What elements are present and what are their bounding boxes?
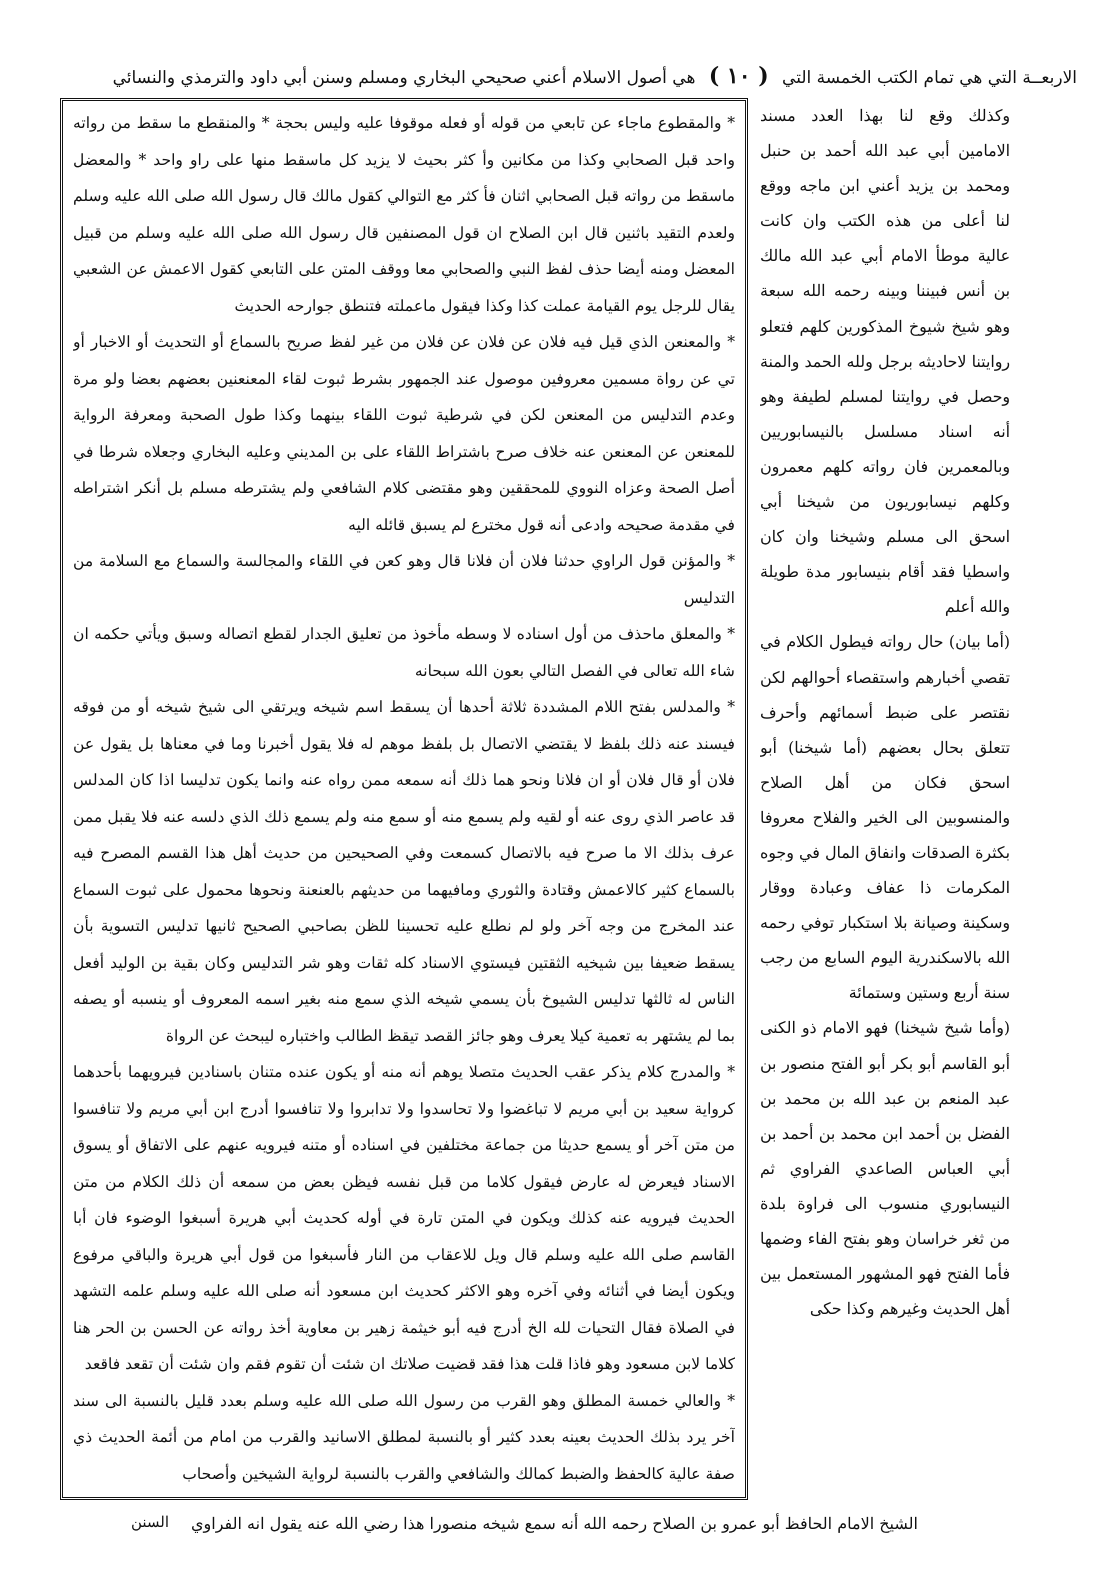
main-paragraph: * والمقطوع ماجاء عن تابعي من قوله أو فعله موقوفا عليه وليس بحجة * والمنقطع ما سقط من رواته واحد قبل الصحابي وكذا من مكانين وأ كثر بحيث لا يزيد كل ماسقط منها على راو واحد * والمعضل ماسقط من رواته قبل الصحابي اثنان فأ كثر مع التوالي كقول مالك قال رسول الله صلى الله عليه وسلم ولعدم التقيد باثنين قال ابن الصلاح ان قول المصنفين قال رسول الله صلى الله عليه وسلم من قبيل المعضل ومنه أيضا حذف لفظ النبي والصحابي معا ووقف المتن على التابعي كقول الاعمش عن الشعبي يقال للرجل يوم القيامة عملت كذا وكذا فيقول ماعملته فتنطق جوارحه الحديث (73, 114, 735, 315)
page-header (56, 58, 1077, 94)
header-right-text: الاربعــة التي هي تمام الكتب الخمسة التي (782, 68, 1077, 88)
margin-column (760, 98, 1010, 1500)
margin-paragraph: (وأما شيخ شيخنا) فهو الامام ذو الكنى أبو القاسم أبو بكر أبو الفتح منصور بن عبد المنعم بن عبد الله بن محمد بن الفضل بن أحمد ابن محمد بن أحمد بن أبي العباس الصاعدي الفراوي ثم النيسابوري منسوب الى فراوة بلدة من ثغر خراسان وهو بفتح الفاء وضمها فأما الفتح فهو المشهور المستعمل بين أهل الحديث وغيرهم وكذا حكى (760, 1018, 1010, 1319)
main-text-body (73, 105, 735, 1493)
margin-paragraph: وكذلك وقع لنا بهذا العدد مسند الامامين أبي عبد الله أحمد بن حنبل ومحمد بن يزيد أعني ابن ماجه ووقع لنا أعلى من هذه الكتب وان كانت عالية موطأ الامام أبي عبد الله مالك بن أنس فبيننا وبينه رحمه الله سبعة وهو شيخ شيوخ المذكورين كلهم فتعلو روايتنا لاحاديثه برجل ولله الحمد والمنة وحصل في روايتنا لمسلم لطيفة وهو أنه اسناد مسلسل بالنيسابوريين وبالمعمرين فان رواته كلهم معمرون وكلهم نيسابوريون من شيخنا أبي اسحق الى مسلم وشيخنا وان كان واسطيا فقد أقام بنيسابور مدة طويلة والله أعلم (760, 106, 1010, 617)
page-number: ( ١٠ ) (708, 63, 769, 89)
main-paragraph: * والعالي خمسة المطلق وهو القرب من رسول الله صلى الله عليه وسلم بعدد قليل بالنسبة الى سند آخر يرد بذلك الحديث بعينه بعدد كثير أو بالنسبة لمطلق الاسانيد والقرب من امام من أئمة الحديث ذي صفة عالية كالحفظ والضبط كمالك والشافعي والقرب بالنسبة لرواية الشيخين وأصحاب (73, 1391, 735, 1483)
main-text-frame (60, 98, 748, 1500)
page-footer: الشيخ الامام الحافظ أبو عمرو بن الصلاح رحمه الله أنه سمع شيخه منصورا هذا رضي الله عنه يقول انه الفراوي (191, 1514, 918, 1533)
header-left-text: هي أصول الاسلام أعني صحيحي البخاري ومسلم وسنن أبي داود والترمذي والنسائي (112, 68, 696, 88)
margin-paragraph: (أما بيان) حال رواته فيطول الكلام في تقصي أخبارهم واستقصاء أحوالهم لكن نقتصر على ضبط أسمائهم وأحرف تتعلق بحال بعضهم (أما شيخنا) أبو اسحق فكان من أهل الصلاح والمنسوبين الى الخير والفلاح معروفا بكثرة الصدقات وانفاق المال في وجوه المكرمات ذا عفاف وعبادة ووقار وسكينة وصيانة بلا استكبار توفي رحمه الله بالاسكندرية اليوم السابع من رجب سنة أربع وستين وستمائة (760, 632, 1010, 1003)
main-paragraph: * والمدلس بفتح اللام المشددة ثلاثة أحدها أن يسقط اسم شيخه ويرتقي الى شيخ شيخه أو من فوقه فيسند عنه ذلك بلفظ لا يقتضي الاتصال بل بلفظ موهم له فلا يقول أخبرنا وما في معناها بل يقول عن فلان أو قال فلان أو ان فلانا ونحو هما ذلك أنه سمعه ممن رواه عنه وانما يكون تدليسا اذا كان المدلس قد عاصر الذي روى عنه أو لقيه ولم يسمع منه أو سمع منه ولم يسمع ذلك الذي دلسه عنه فلا يقبل ممن عرف بذلك الا ما صرح فيه بالاتصال كسمعت وفي الصحيحين من حديث أهل هذا القسم المصرح فيه بالسماع كثير كالاعمش وقتادة والثوري ومافيهما من حديثهم بالعنعنة ونحوها محمول على ثبوت السماع عند المخرج من وجه آخر ولو لم نطلع عليه تحسينا للظن بصاحبي الصحيح ثانيها تدليس التسوية بأن يسقط ضعيفا بين شيخيه الثقتين فيستوي الاسناد كله ثقات وهو شر التدليس وكان بقية بن الوليد أفعل الناس له ثالثها تدليس الشيوخ بأن يسمي شيخه الذي سمع منه بغير اسمه المعروف أو ينسبه أو يصفه بما لم يشتهر به تعمية كيلا يعرف وهو جائز القصد تيقظ الطالب واختباره ليبحث عن الرواة (73, 698, 735, 1045)
main-paragraph: * والمعنعن الذي قيل فيه فلان عن فلان عن فلان من غير لفظ صريح بالسماع أو التحديث أو الاخبار أو تي عن رواة مسمين معروفين موصول عند الجمهور بشرط ثبوت لقاء المعنعنين بعضهم بعضا ولو مرة وعدم التدليس من المعنعن لكن في شرطية ثبوت اللقاء بينهما وكذا طول الصحبة ومعرفة الرواية للمعنعن عن المعنعن عنه خلاف صرح باشتراط اللقاء على بن المديني وعليه البخاري وجعلاه شرطا في أصل الصحة وعزاه النووي للمحققين وهو مقتضى كلام الشافعي ولم يشترطه مسلم بل أنكر اشتراطه في مقدمة صحيحه وادعى أنه قول مخترع لم يسبق قائله اليه (73, 333, 735, 534)
signature-mark: السنن (130, 1513, 170, 1531)
main-paragraph: * والمعلق ماحذف من أول اسناده لا وسطه مأخوذ من تعليق الجدار لقطع اتصاله وسبق ويأتي حكمه ان شاء الله تعالى في الفصل التالي بعون الله سبحانه (73, 625, 735, 680)
main-paragraph: * والمؤنن قول الراوي حدثنا فلان أن فلانا قال وهو كعن في اللقاء والمجالسة والسماع مع السلامة من التدليس (73, 552, 735, 607)
main-paragraph: * والمدرج كلام يذكر عقب الحديث متصلا يوهم أنه منه أو يكون عنده متنان باسنادين فيرويهما بأحدهما كرواية سعيد بن أبي مريم لا تباغضوا ولا تحاسدوا ولا تدابروا ولا تنافسوا أدرج ابن أبي مريم ولا تنافسوا من متن آخر أو يسمع حديثا من جماعة مختلفين في اسناده أو متنه فيرويه عنهم على الاتفاق أو يسوق الاسناد فيعرض له عارض فيقول كلاما من قبل نفسه فيظن بعض من سمعه أن ذلك الكلام من متن الحديث فيرويه عنه كذلك ويكون في المتن تارة في أوله كحديث أبي هريرة أسبغوا الوضوء فان أبا القاسم صلى الله عليه وسلم قال ويل للاعقاب من النار فأسبغوا من قول أبي هريرة والباقي مرفوع ويكون أيضا في أثنائه وفي آخره وهو الاكثر كحديث ابن مسعود أنه صلى الله عليه وسلم علمه التشهد في الصلاة فقال التحيات لله الخ أدرج فيه أبو خيثمة زهير بن معاوية أخذ رواته عن الحسن بن الحر هنا كلاما لابن مسعود وهو فاذا قلت هذا فقد قضيت صلاتك ان شئت أن تقوم فقم وان شئت أن تقعد فاقعد (73, 1063, 735, 1373)
